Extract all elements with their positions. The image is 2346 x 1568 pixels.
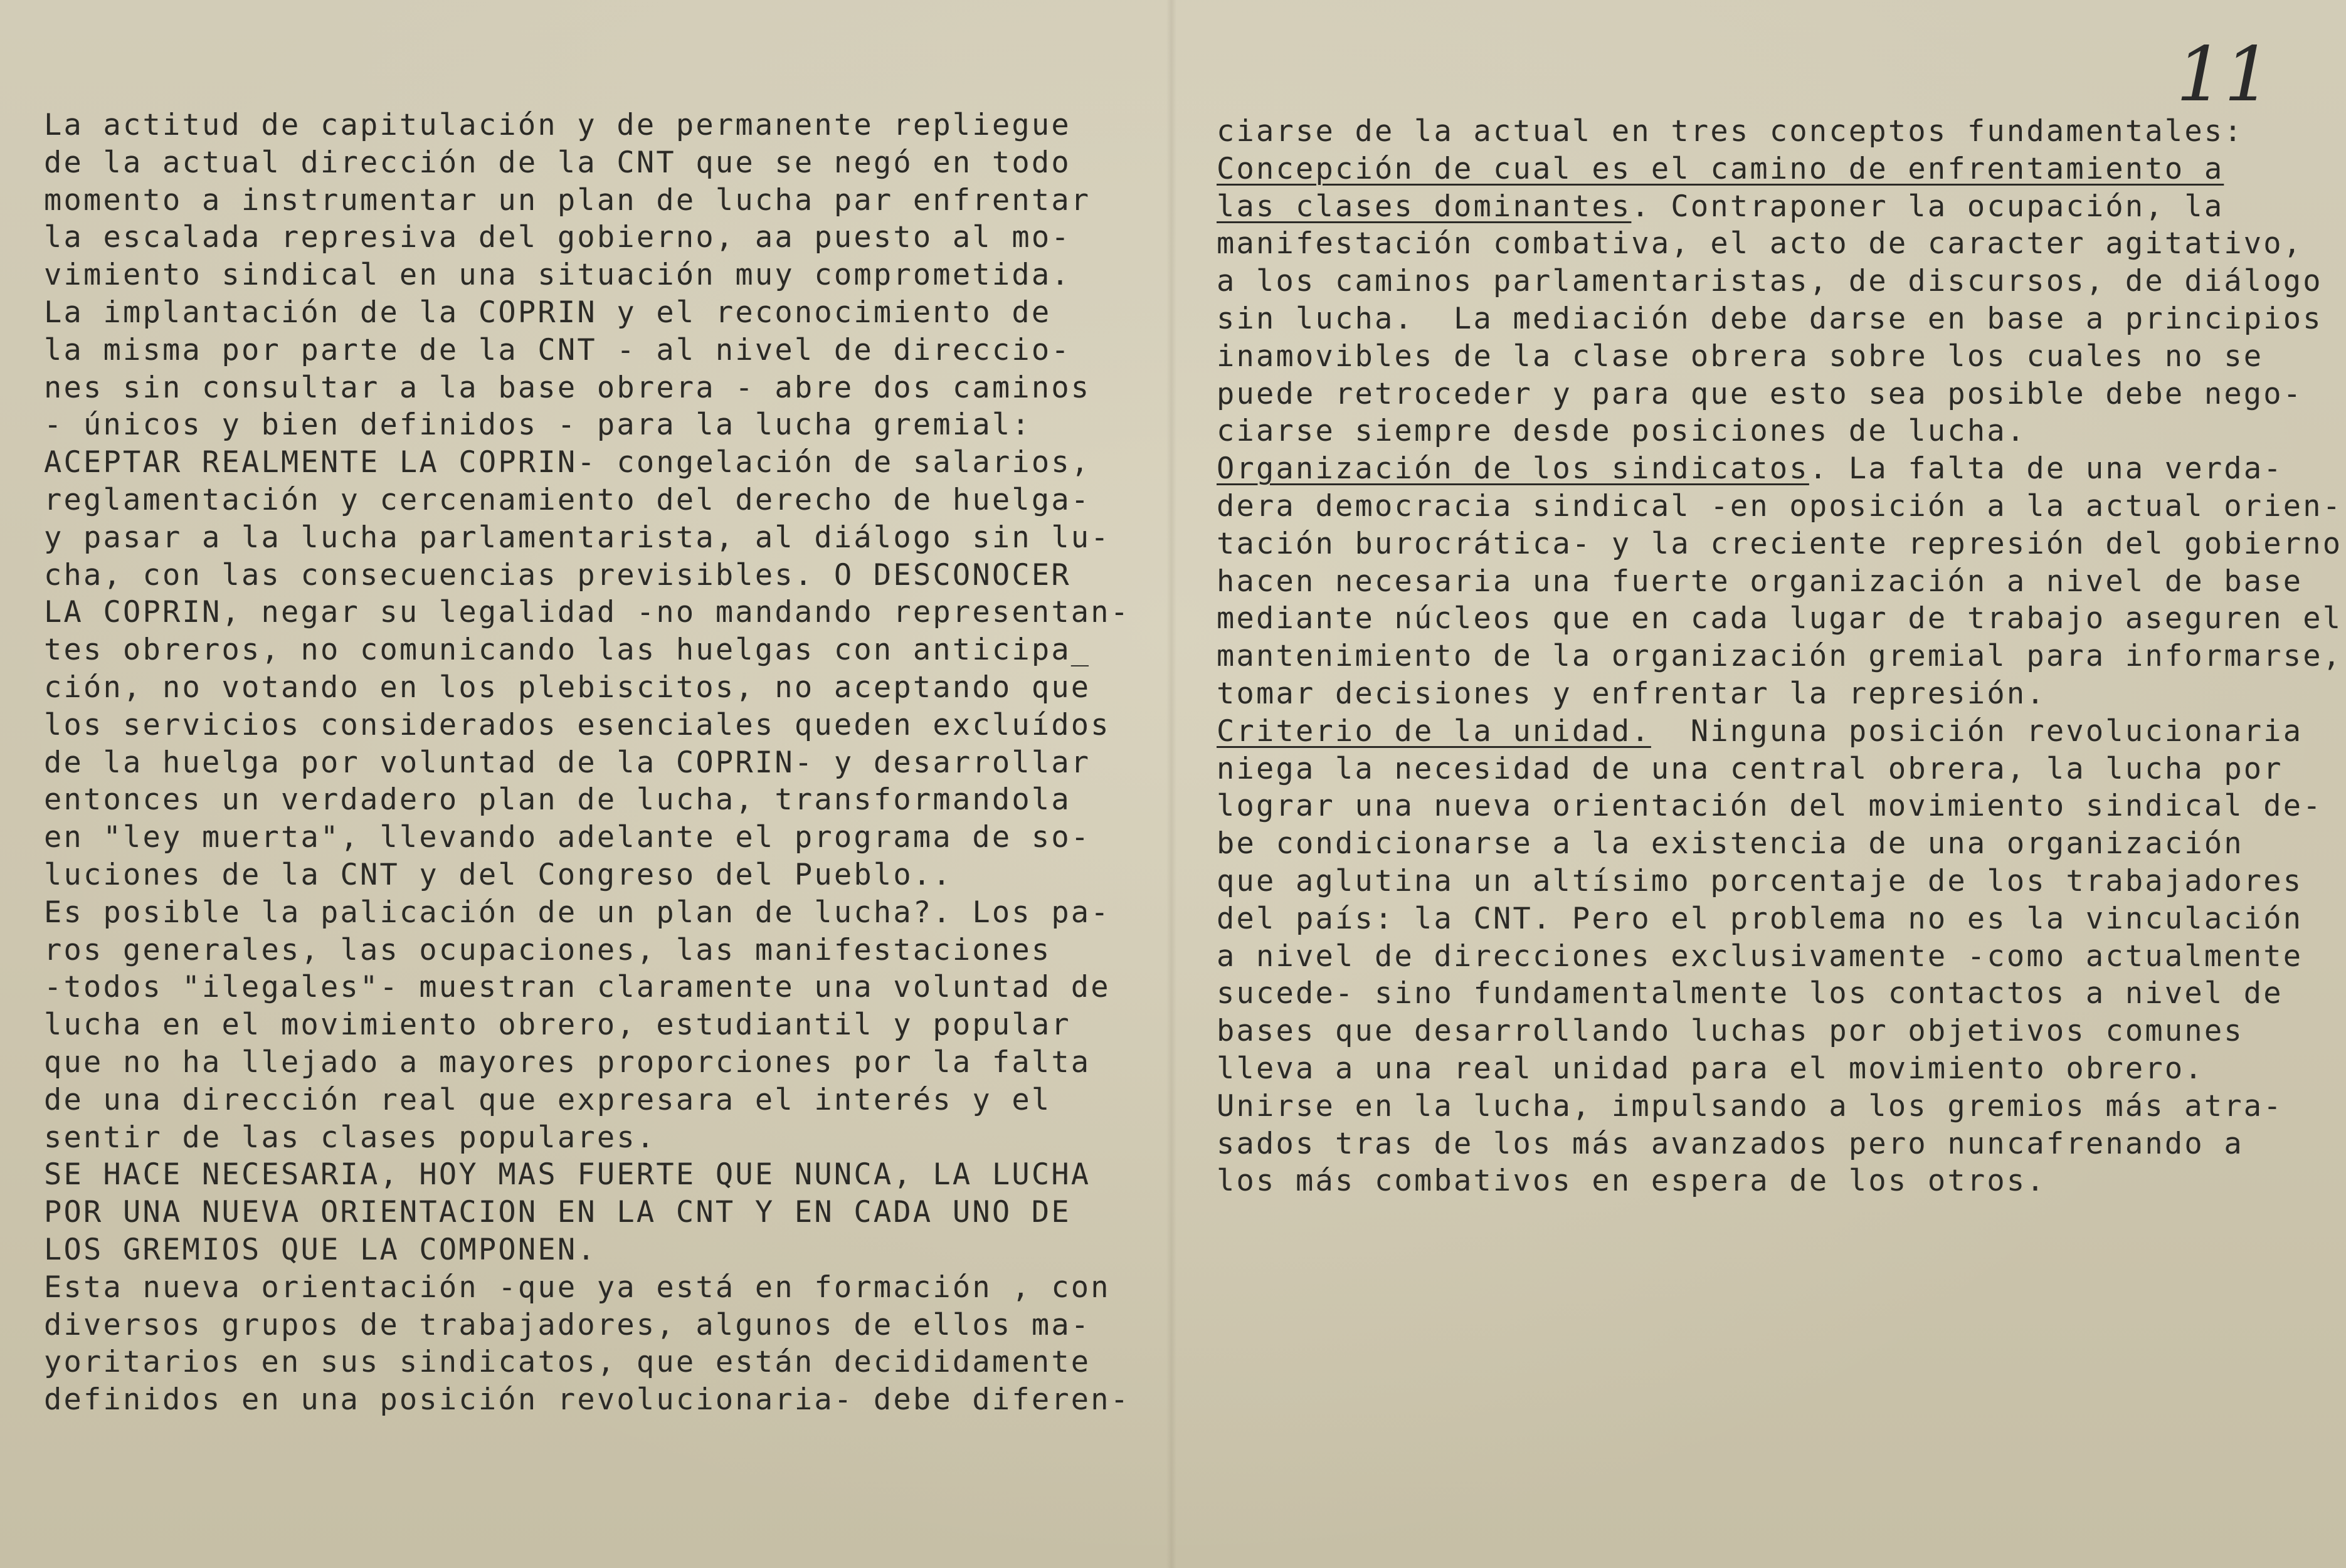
text-line [1217, 713, 2342, 750]
text-line: hacen necesaria una fuerte organización a nivel de base [1217, 564, 2303, 599]
text-line: de la huelga por voluntad de la COPRIN- y desarrollar [44, 745, 1091, 780]
text-line: Es posible la palicación de un plan de lucha?. Los pa- [44, 895, 1111, 930]
page-number: 11 [2176, 31, 2272, 118]
text-line: be condicionarse a la existencia de una organización [1217, 826, 2244, 861]
text-line: reglamentación y cercenamiento del derecho de huelga- [44, 482, 1091, 517]
text-line: que aglutina un altísimo porcentaje de los trabajadores [1217, 863, 2303, 898]
left-column-text [44, 107, 1130, 1419]
text-line: vimiento sindical en una situación muy comprometida. [44, 258, 1071, 293]
text-line: de una dirección real que expresara el interés y el [44, 1082, 1052, 1117]
text-line: dera democracia sindical -en oposición a la actual orien- [1217, 488, 2343, 524]
text-line: - únicos y bien definidos - para la lucha gremial: [44, 408, 1032, 443]
text-line: lucha en el movimiento obrero, estudiantil y popular [44, 1008, 1071, 1043]
text-line: del país: la CNT. Pero el problema no es la vinculación [1217, 901, 2303, 936]
text-line: mediante núcleos que en cada lugar de trabajo aseguren el [1217, 601, 2343, 636]
text-line: que no ha llejado a mayores proporciones por la falta [44, 1044, 1091, 1080]
text-line: la misma por parte de la CNT - al nivel de direccio- [44, 332, 1071, 367]
underlined-heading: Organización de los sindicatos [1217, 451, 1809, 487]
text-run: Ninguna posición revolucionaria [1651, 713, 2303, 749]
text-line: a nivel de direcciones exclusivamente -como actualmente [1217, 939, 2303, 974]
text-line: La actitud de capitulación y de permanente repliegue [44, 108, 1071, 142]
text-line: los más combativos en espera de los otros. [1217, 1164, 2046, 1199]
text-line: a los caminos parlamentaristas, de discursos, de diálogo [1217, 264, 2323, 299]
text-line: ros generales, las ocupaciones, las manifestaciones [44, 932, 1052, 967]
text-line: en "ley muerta", llevando adelante el programa de so- [44, 820, 1091, 855]
text-line: diversos grupos de trabajadores, algunos de ellos ma- [44, 1307, 1091, 1342]
text-line: tomar decisiones y enfrentar la represión. [1217, 676, 2046, 711]
underlined-heading: Criterio de la unidad. [1217, 713, 1651, 749]
text-line: momento a instrumentar un plan de lucha par enfrentar [44, 182, 1091, 218]
page-fold [1166, 0, 1176, 1568]
text-line: SE HACE NECESARIA, HOY MAS FUERTE QUE NUNCA, LA LUCHA [44, 1157, 1091, 1192]
text-line: la escalada represiva del gobierno, aa puesto al mo- [44, 220, 1071, 255]
text-line: ACEPTAR REALMENTE LA COPRIN- congelación de salarios, [44, 445, 1091, 480]
text-line [1217, 188, 2342, 226]
underlined-heading: las clases dominantes [1217, 189, 1632, 224]
text-line: sados tras de los más avanzados pero nuncafrenando a [1217, 1126, 2244, 1161]
text-line: tes obreros, no comunicando las huelgas con anticipa_ [44, 633, 1091, 668]
text-line: lograr una nueva orientación del movimiento sindical de- [1217, 789, 2323, 824]
text-line: nes sin consultar a la base obrera - abre dos caminos [44, 370, 1091, 405]
text-line: manifestación combativa, el acto de caracter agitativo, [1217, 226, 2303, 261]
text-line: LOS GREMIOS QUE LA COMPONEN. [44, 1232, 597, 1267]
text-line: de la actual dirección de la CNT que se negó en todo [44, 145, 1071, 180]
text-run: . La falta de una verda- [1809, 451, 2283, 487]
text-line: ciarse de la actual en tres conceptos fundamentales: [1217, 114, 2244, 149]
text-line: entonces un verdadero plan de lucha, transformandola [44, 782, 1071, 818]
text-line: sucede- sino fundamentalmente los contactos a nivel de [1217, 976, 2283, 1011]
text-line: LA COPRIN, negar su legalidad -no mandando representan- [44, 595, 1131, 630]
text-line: definidos en una posición revolucionaria- debe diferen- [44, 1382, 1131, 1418]
right-column-text [1217, 113, 2342, 1200]
text-line: los servicios considerados esenciales queden excluídos [44, 707, 1111, 742]
text-line [1217, 450, 2342, 488]
text-line: niega la necesidad de una central obrera, la lucha por [1217, 751, 2283, 786]
text-line: mantenimiento de la organización gremial para informarse, [1217, 639, 2343, 674]
text-line: bases que desarrollando luchas por objetivos comunes [1217, 1014, 2244, 1049]
text-line: sin lucha. La mediación debe darse en base a principios [1217, 301, 2323, 336]
text-line: POR UNA NUEVA ORIENTACION EN LA CNT Y EN CADA UNO DE [44, 1195, 1071, 1230]
text-line: La implantación de la COPRIN y el reconocimiento de [44, 295, 1052, 330]
text-line: yoritarios en sus sindicatos, que están decididamente [44, 1345, 1091, 1380]
text-run: . Contraponer la ocupación, la [1631, 189, 2224, 224]
text-line: puede retroceder y para que esto sea posible debe nego- [1217, 376, 2303, 411]
text-line: luciones de la CNT y del Congreso del Pueblo.. [44, 857, 953, 892]
text-line [1217, 150, 2342, 188]
text-line: Unirse en la lucha, impulsando a los gremios más atra- [1217, 1088, 2283, 1123]
text-line: tación burocrática- y la creciente represión del gobierno [1217, 526, 2343, 561]
text-line: inamovibles de la clase obrera sobre los cuales no se [1217, 339, 2264, 374]
text-line: sentir de las clases populares. [44, 1120, 657, 1155]
underlined-heading: Concepción de cual es el camino de enfrentamiento a [1217, 151, 2224, 186]
text-line: y pasar a la lucha parlamentarista, al diálogo sin lu- [44, 520, 1111, 555]
text-line: cha, con las consecuencias previsibles. O DESCONOCER [44, 557, 1071, 592]
text-line: lleva a una real unidad para el movimiento obrero. [1217, 1051, 2204, 1086]
text-line: -todos "ilegales"- muestran claramente una voluntad de [44, 970, 1111, 1005]
text-line: Esta nueva orientación -que ya está en formación , con [44, 1270, 1111, 1305]
text-line: ción, no votando en los plebiscitos, no aceptando que [44, 670, 1091, 705]
text-line: ciarse siempre desde posiciones de lucha. [1217, 414, 2027, 449]
